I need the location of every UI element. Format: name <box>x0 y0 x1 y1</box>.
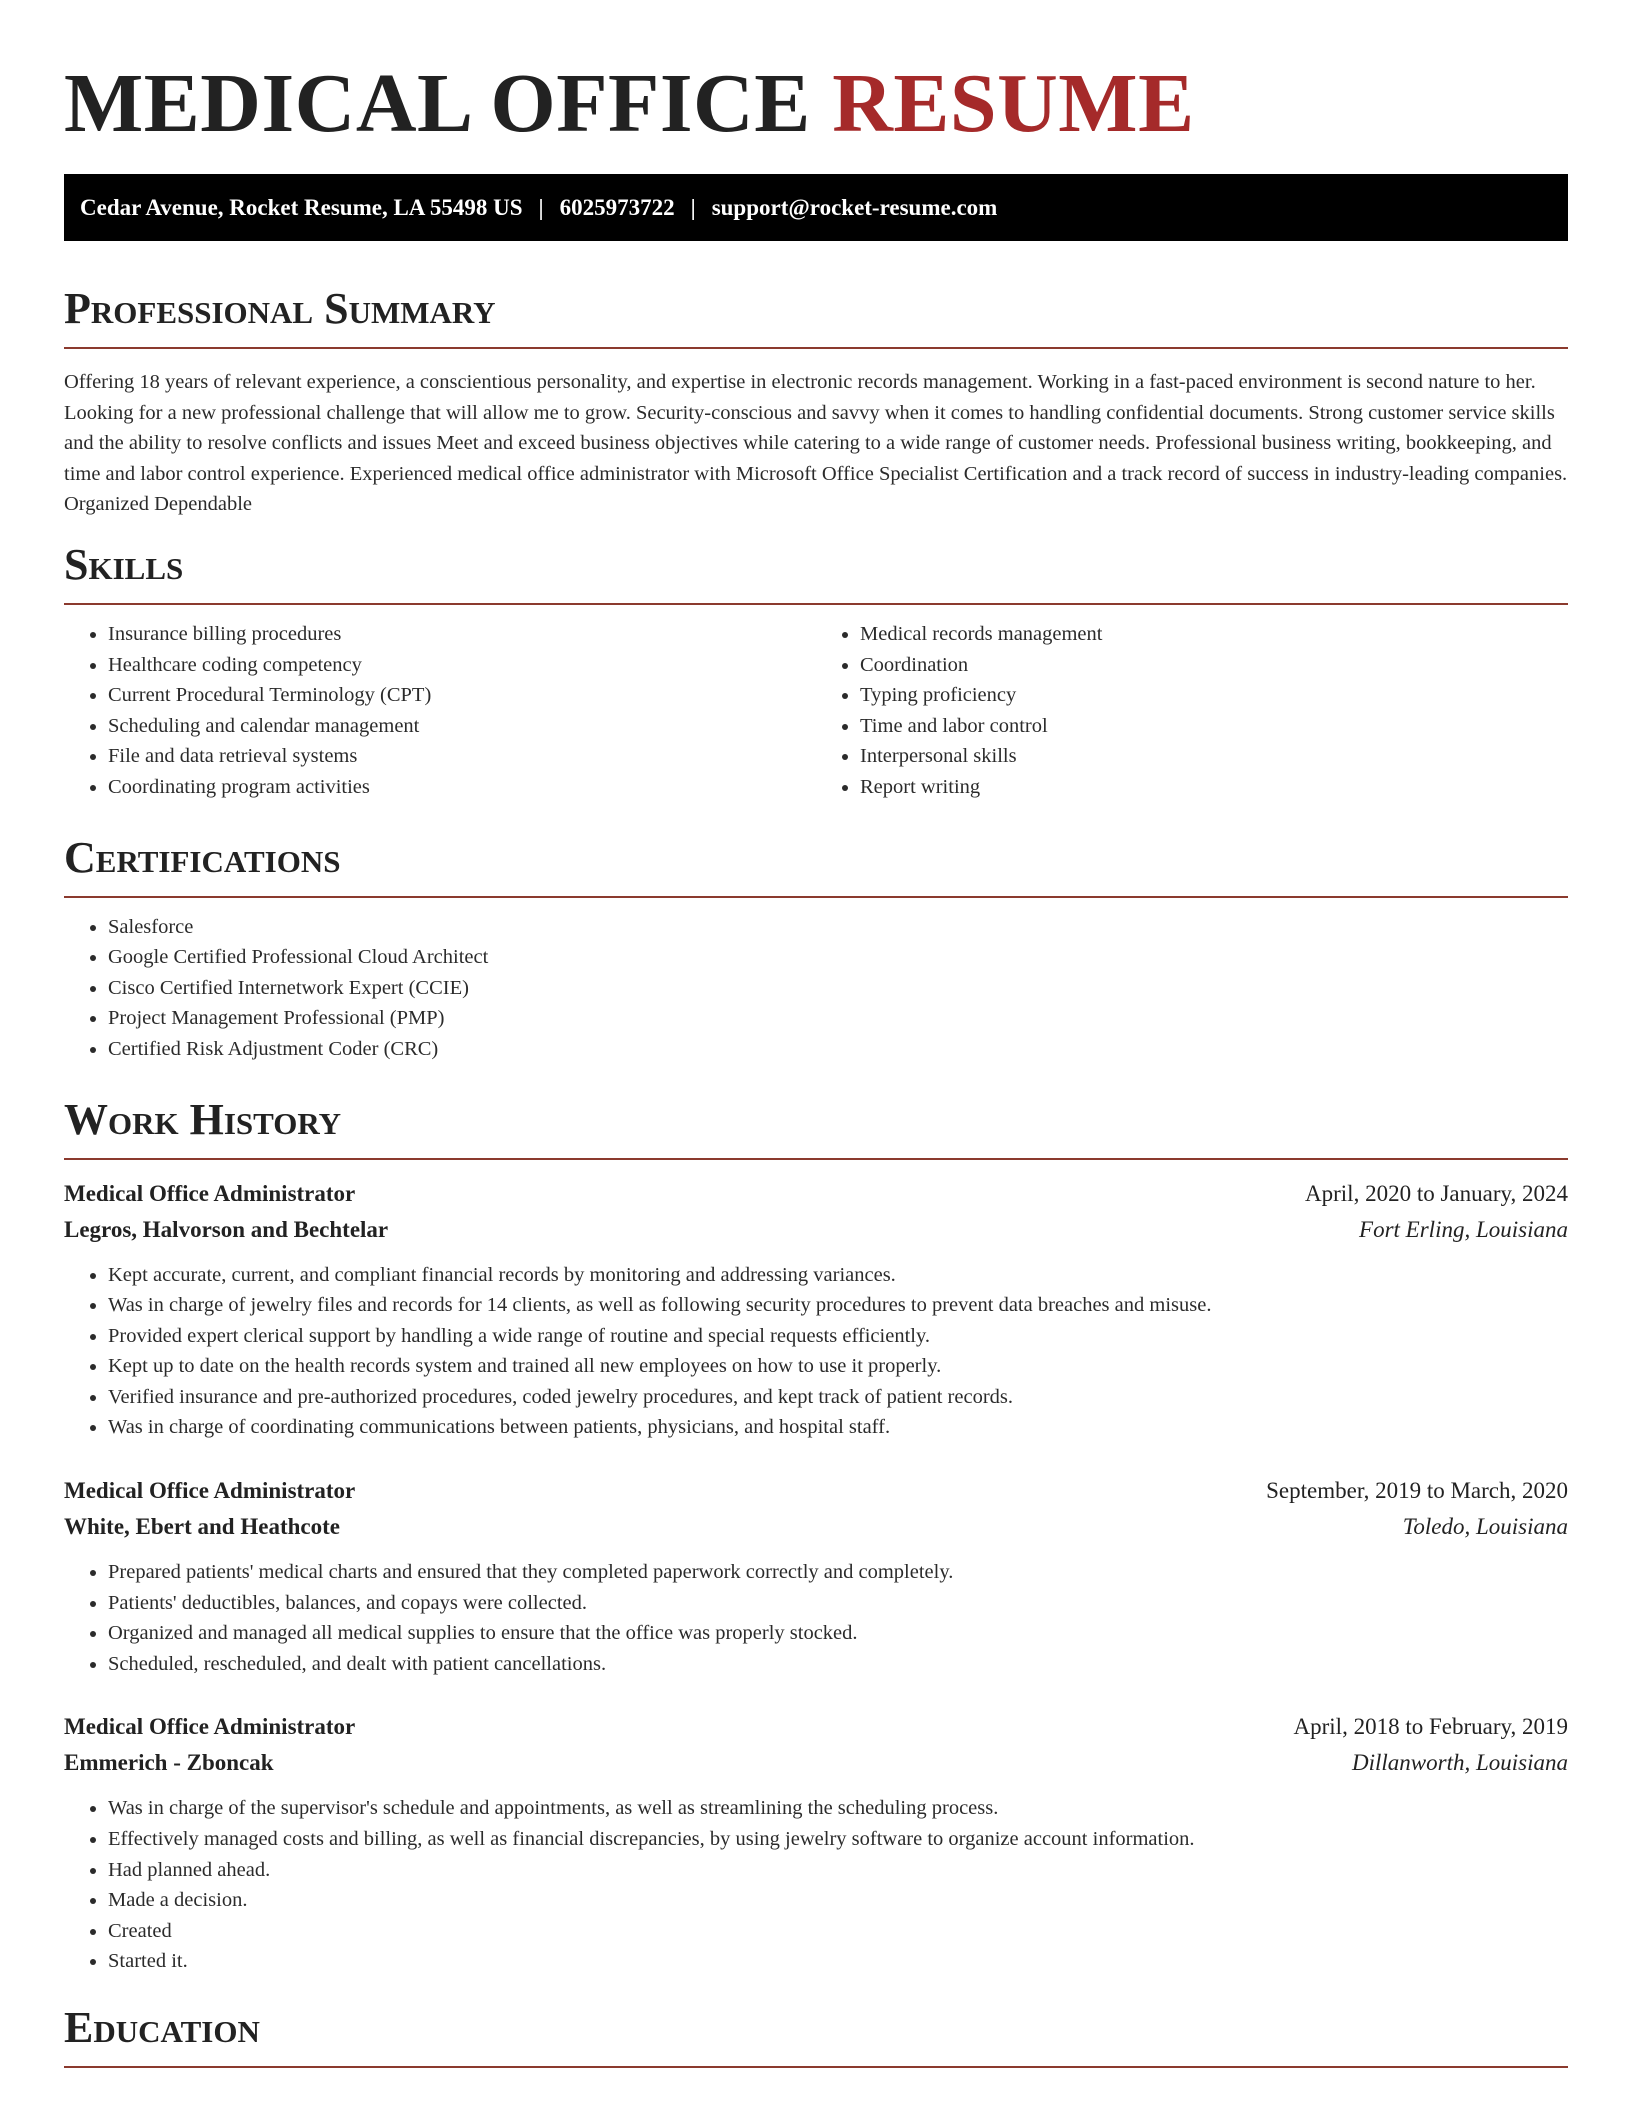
certification-item: • Cisco Certified Internetwork Expert (CCIE) <box>108 973 1568 1004</box>
skills-list-right <box>816 619 1568 803</box>
job-duty-item: • Verified insurance and pre-authorized procedures, coded jewelry procedures, and kept track of patient records. <box>108 1382 1568 1413</box>
job-company-row <box>64 1745 1568 1781</box>
contact-separator: | <box>690 194 696 220</box>
job-duties-list <box>64 1793 1568 1977</box>
summary-heading: Professional Summary <box>64 284 496 333</box>
skills-columns <box>64 605 1568 803</box>
skill-item: • Coordination <box>860 650 1568 681</box>
job-header-row <box>64 1709 1568 1745</box>
job-title: Medical Office Administrator <box>64 1714 356 1740</box>
job-dates: April, 2018 to February, 2019 <box>1293 1714 1568 1740</box>
job-duties-list <box>64 1557 1568 1679</box>
job-duty-item: • Patients' deductibles, balances, and copays were collected. <box>108 1588 1568 1619</box>
job-duty-item: • Kept up to date on the health records system and trained all new employees on how to use it properly. <box>108 1351 1568 1382</box>
job-location: Dillanworth, Louisiana <box>1352 1750 1568 1776</box>
skills-list-left <box>64 619 816 803</box>
education-section <box>64 2003 1568 2068</box>
certification-item: • Project Management Professional (PMP) <box>108 1003 1568 1034</box>
skill-item: • File and data retrieval systems <box>108 741 816 772</box>
job-company: White, Ebert and Heathcote <box>64 1514 340 1540</box>
job-duty-item: • Created <box>108 1916 1568 1947</box>
certifications-section <box>64 833 1568 1065</box>
skill-item: • Typing proficiency <box>860 680 1568 711</box>
skill-item: • Medical records management <box>860 619 1568 650</box>
skill-item: • Scheduling and calendar management <box>108 711 816 742</box>
job-entry <box>64 1473 1568 1679</box>
job-duty-item: • Provided expert clerical support by handling a wide range of routine and special requests efficiently. <box>108 1321 1568 1352</box>
job-title: Medical Office Administrator <box>64 1180 356 1206</box>
job-duty-item: • Was in charge of the supervisor's schedule and appointments, as well as streamlining the scheduling process. <box>108 1793 1568 1824</box>
skill-item: • Insurance billing procedures <box>108 619 816 650</box>
job-duty-item: • Had planned ahead. <box>108 1855 1568 1886</box>
skill-item: • Time and labor control <box>860 711 1568 742</box>
job-duty-item: • Was in charge of jewelry files and records for 14 clients, as well as following security procedures to prevent data breaches and misuse. <box>108 1290 1568 1321</box>
job-company-row <box>64 1509 1568 1545</box>
job-duty-item: • Scheduled, rescheduled, and dealt with patient cancellations. <box>108 1649 1568 1680</box>
contact-phone: 6025973722 <box>559 194 675 220</box>
job-duties-list <box>64 1260 1568 1444</box>
resume-title <box>64 0 1568 150</box>
skill-item: • Healthcare coding competency <box>108 650 816 681</box>
title-main: MEDICAL OFFICE <box>64 57 811 150</box>
education-heading: Education <box>64 2003 260 2052</box>
certification-item: • Google Certified Professional Cloud Architect <box>108 942 1568 973</box>
job-dates: April, 2020 to January, 2024 <box>1305 1180 1568 1206</box>
skills-heading: Skills <box>64 539 184 589</box>
title-accent: RESUME <box>832 57 1195 150</box>
section-divider <box>64 347 1568 349</box>
certification-item: • Salesforce <box>108 912 1568 943</box>
work-history-section <box>64 1095 1568 1978</box>
skill-item: • Coordinating program activities <box>108 772 816 803</box>
skills-section <box>64 540 1568 803</box>
job-duty-item: • Was in charge of coordinating communications between patients, physicians, and hospital staff. <box>108 1412 1568 1443</box>
job-company: Legros, Halvorson and Bechtelar <box>64 1216 389 1242</box>
contact-separator: | <box>538 194 544 220</box>
job-duty-item: • Effectively managed costs and billing, as well as financial discrepancies, by using jewelry software to organize account information. <box>108 1824 1568 1855</box>
job-duty-item: • Made a decision. <box>108 1885 1568 1916</box>
skill-item: • Report writing <box>860 772 1568 803</box>
summary-text: Offering 18 years of relevant experience, a conscientious personality, and expertise in electronic records management. Working in a fast-paced environment is second nature to her. Looking for a new professional challenge that will allow me to grow. Security-conscious and savvy when it comes to handling confidential documents. Strong customer service skills and the ability to resolve conflicts and issues Meet and exceed business objectives while catering to a wide range of customer needs. Professional business writing, bookkeeping, and time and labor control experience. Experienced medical office administrator with Microsoft Office Specialist Certification and a track record of success in industry-leading companies. Organized Dependable <box>64 371 1568 516</box>
section-divider <box>64 1158 1568 1160</box>
job-company-row <box>64 1212 1568 1248</box>
contact-email: support@rocket-resume.com <box>711 194 998 220</box>
job-dates: September, 2019 to March, 2020 <box>1266 1478 1568 1504</box>
summary-section <box>64 284 1568 520</box>
contact-bar <box>64 174 1568 241</box>
job-location: Toledo, Louisiana <box>1402 1514 1568 1540</box>
section-divider <box>64 2066 1568 2068</box>
contact-address: Cedar Avenue, Rocket Resume, LA 55498 US <box>80 194 523 220</box>
work-history-heading: Work History <box>64 1094 342 1144</box>
job-duty-item: • Started it. <box>108 1946 1568 1977</box>
certification-item: • Certified Risk Adjustment Coder (CRC) <box>108 1034 1568 1065</box>
job-entry <box>64 1709 1568 1977</box>
job-location: Fort Erling, Louisiana <box>1359 1216 1568 1242</box>
job-duty-item: • Prepared patients' medical charts and ensured that they completed paperwork correctly and completely. <box>108 1557 1568 1588</box>
section-divider <box>64 896 1568 898</box>
certifications-heading: Certifications <box>64 832 341 882</box>
job-header-row <box>64 1176 1568 1212</box>
skill-item: • Interpersonal skills <box>860 741 1568 772</box>
job-entry <box>64 1176 1568 1444</box>
certifications-list <box>64 912 1568 1065</box>
job-duty-item: • Kept accurate, current, and compliant financial records by monitoring and addressing variances. <box>108 1260 1568 1291</box>
job-duty-item: • Organized and managed all medical supplies to ensure that the office was properly stocked. <box>108 1618 1568 1649</box>
job-header-row <box>64 1473 1568 1509</box>
skill-item: • Current Procedural Terminology (CPT) <box>108 680 816 711</box>
job-title: Medical Office Administrator <box>64 1478 356 1504</box>
job-company: Emmerich - Zboncak <box>64 1750 274 1776</box>
